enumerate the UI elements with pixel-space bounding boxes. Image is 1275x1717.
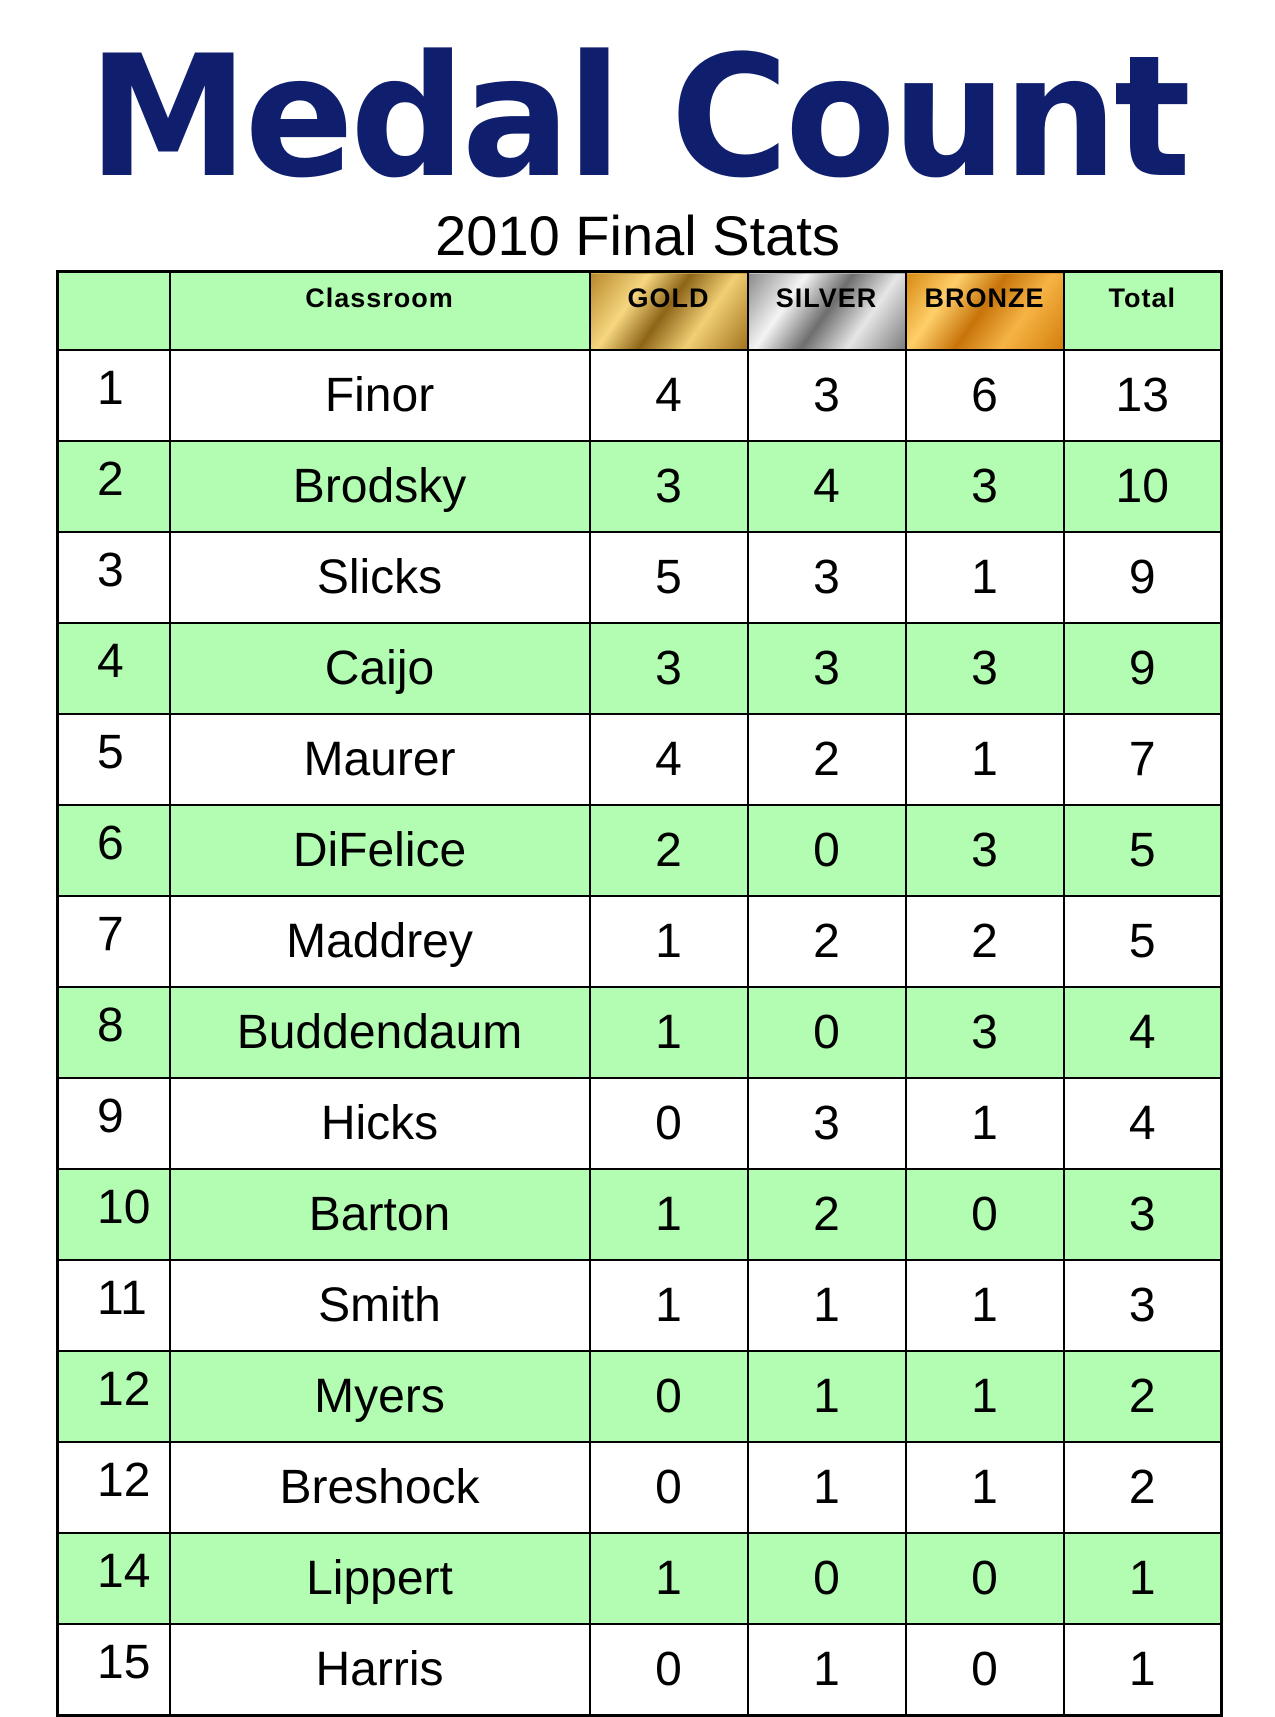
bronze-cell: 0: [906, 1624, 1064, 1716]
rank-cell: 6: [58, 805, 170, 896]
rank-cell: 9: [58, 1078, 170, 1169]
rank-column-header: [58, 272, 170, 351]
bronze-cell: 1: [906, 1078, 1064, 1169]
table-row: [58, 1351, 1222, 1442]
gold-cell: 0: [590, 1078, 748, 1169]
rank-cell: 1: [58, 350, 170, 441]
rank-cell: 8: [58, 987, 170, 1078]
total-cell: 1: [1064, 1533, 1222, 1624]
total-cell: 3: [1064, 1169, 1222, 1260]
silver-cell: 2: [748, 714, 906, 805]
gold-cell: 5: [590, 532, 748, 623]
bronze-cell: 3: [906, 623, 1064, 714]
total-cell: 9: [1064, 532, 1222, 623]
gold-cell: 1: [590, 1260, 748, 1351]
bronze-cell: 1: [906, 1351, 1064, 1442]
page-subtitle: 2010 Final Stats: [435, 204, 840, 267]
silver-column-header: SILVER: [748, 272, 906, 351]
gold-cell: 1: [590, 896, 748, 987]
gold-cell: 0: [590, 1351, 748, 1442]
classroom-cell: Slicks: [170, 532, 590, 623]
total-cell: 13: [1064, 350, 1222, 441]
bronze-cell: 2: [906, 896, 1064, 987]
silver-cell: 3: [748, 623, 906, 714]
classroom-cell: Maddrey: [170, 896, 590, 987]
gold-cell: 4: [590, 714, 748, 805]
medal-table: [56, 270, 1223, 1717]
table-row: [58, 1624, 1222, 1716]
table-row: [58, 1442, 1222, 1533]
table-row: [58, 441, 1222, 532]
table-row: [58, 714, 1222, 805]
rank-cell: 12: [58, 1442, 170, 1533]
total-cell: 4: [1064, 987, 1222, 1078]
table-row: [58, 532, 1222, 623]
silver-cell: 1: [748, 1260, 906, 1351]
bronze-cell: 6: [906, 350, 1064, 441]
rank-cell: 12: [58, 1351, 170, 1442]
rank-cell: 10: [58, 1169, 170, 1260]
classroom-cell: Smith: [170, 1260, 590, 1351]
table-row: [58, 987, 1222, 1078]
total-cell: 3: [1064, 1260, 1222, 1351]
rank-cell: 15: [58, 1624, 170, 1716]
page-title: Medal Count: [87, 19, 1188, 215]
gold-cell: 0: [590, 1624, 748, 1716]
table-row: [58, 1169, 1222, 1260]
gold-cell: 1: [590, 987, 748, 1078]
classroom-cell: Harris: [170, 1624, 590, 1716]
silver-cell: 3: [748, 350, 906, 441]
total-cell: 5: [1064, 896, 1222, 987]
bronze-cell: 1: [906, 532, 1064, 623]
rank-cell: 11: [58, 1260, 170, 1351]
total-cell: 4: [1064, 1078, 1222, 1169]
bronze-cell: 0: [906, 1533, 1064, 1624]
silver-cell: 0: [748, 805, 906, 896]
total-cell: 9: [1064, 623, 1222, 714]
silver-cell: 1: [748, 1351, 906, 1442]
total-cell: 5: [1064, 805, 1222, 896]
rank-cell: 7: [58, 896, 170, 987]
silver-cell: 1: [748, 1624, 906, 1716]
bronze-cell: 1: [906, 1442, 1064, 1533]
total-column-header: Total: [1064, 272, 1222, 351]
bronze-cell: 3: [906, 987, 1064, 1078]
classroom-column-header: Classroom: [170, 272, 590, 351]
bronze-cell: 1: [906, 714, 1064, 805]
bronze-cell: 0: [906, 1169, 1064, 1260]
classroom-cell: Myers: [170, 1351, 590, 1442]
classroom-cell: Breshock: [170, 1442, 590, 1533]
gold-cell: 0: [590, 1442, 748, 1533]
table-row: [58, 350, 1222, 441]
table-row: [58, 1078, 1222, 1169]
table-row: [58, 1260, 1222, 1351]
classroom-cell: Hicks: [170, 1078, 590, 1169]
total-cell: 2: [1064, 1442, 1222, 1533]
gold-cell: 4: [590, 350, 748, 441]
classroom-cell: Maurer: [170, 714, 590, 805]
silver-cell: 3: [748, 532, 906, 623]
silver-cell: 3: [748, 1078, 906, 1169]
bronze-cell: 3: [906, 805, 1064, 896]
classroom-cell: Lippert: [170, 1533, 590, 1624]
silver-cell: 4: [748, 441, 906, 532]
classroom-cell: DiFelice: [170, 805, 590, 896]
table-row: [58, 623, 1222, 714]
classroom-cell: Barton: [170, 1169, 590, 1260]
gold-column-header: GOLD: [590, 272, 748, 351]
bronze-cell: 3: [906, 441, 1064, 532]
gold-cell: 3: [590, 441, 748, 532]
bronze-cell: 1: [906, 1260, 1064, 1351]
classroom-cell: Buddendaum: [170, 987, 590, 1078]
gold-cell: 2: [590, 805, 748, 896]
table-row: [58, 805, 1222, 896]
table-row: [58, 1533, 1222, 1624]
bronze-column-header: BRONZE: [906, 272, 1064, 351]
classroom-cell: Caijo: [170, 623, 590, 714]
table-row: [58, 896, 1222, 987]
total-cell: 10: [1064, 441, 1222, 532]
gold-cell: 1: [590, 1169, 748, 1260]
total-cell: 7: [1064, 714, 1222, 805]
rank-cell: 3: [58, 532, 170, 623]
classroom-cell: Brodsky: [170, 441, 590, 532]
silver-cell: 1: [748, 1442, 906, 1533]
gold-cell: 1: [590, 1533, 748, 1624]
total-cell: 1: [1064, 1624, 1222, 1716]
silver-cell: 2: [748, 896, 906, 987]
silver-cell: 2: [748, 1169, 906, 1260]
rank-cell: 5: [58, 714, 170, 805]
rank-cell: 2: [58, 441, 170, 532]
silver-cell: 0: [748, 1533, 906, 1624]
rank-cell: 4: [58, 623, 170, 714]
silver-cell: 0: [748, 987, 906, 1078]
classroom-cell: Finor: [170, 350, 590, 441]
rank-cell: 14: [58, 1533, 170, 1624]
total-cell: 2: [1064, 1351, 1222, 1442]
gold-cell: 3: [590, 623, 748, 714]
table-header-row: [58, 272, 1222, 351]
